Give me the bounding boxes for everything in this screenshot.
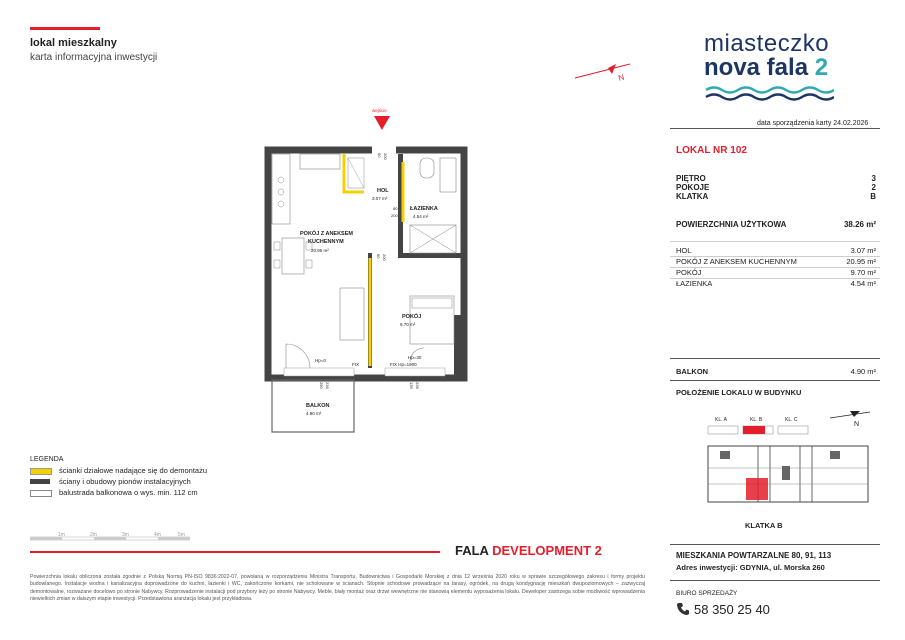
floor-plan bbox=[260, 100, 470, 440]
room-label-hol: HOL bbox=[377, 188, 389, 194]
legend-text: balustrada balkonowa o wys. min. 112 cm bbox=[59, 488, 198, 497]
room-row-pokoj-aneks bbox=[676, 257, 876, 266]
room-area-pokoj-aneks: 20.95 m² bbox=[311, 248, 329, 253]
document-subtitle: karta informacyjna inwestycji bbox=[30, 52, 158, 63]
developer-name-accent: DEVELOPMENT 2 bbox=[492, 543, 602, 558]
document-title: lokal mieszkalny bbox=[30, 37, 117, 49]
klatka-label: KLATKA B bbox=[745, 521, 783, 530]
dim-label: 200 bbox=[391, 213, 398, 218]
legend-swatch bbox=[30, 468, 52, 475]
room-value: 3.07 m² bbox=[850, 246, 876, 255]
balcony-value: 4.90 m² bbox=[850, 367, 876, 376]
dim-label: 80 bbox=[393, 206, 398, 211]
dim-label: 90 bbox=[377, 153, 382, 158]
legend-swatch bbox=[30, 479, 50, 484]
room-label-pokoj: POKÓJ bbox=[402, 314, 422, 320]
disclaimer-text: Powierzchnia lokalu obliczona została zgodnie z Polską Normą PN-ISO 9836:2022-07, powołaną w rozporządzeniu Ministra Transportu, Budownictwa i Gospodarki Morskiej z dnia 12 września 2020 roku w sprawie szczegółowego zakresu i formy projektu budowlanego. Instalacje wodna i kanalizacyjna doprowadzone do kuchni, łazienki i WC, zakończone korkami, nie scholowane w ścianach. Stopnie schodowe prowadzące na tarasy, ogródek, na drugą kondygnację mieszkań dwupoziomowych – zazwyczaj demontowalne, rozważane docelowo po stronie Nabywcy. Rozprowadzenie instalacji pod przybory leży po stronie Nabywcy. Meble, biały montaż oraz drzwi wewnętrzne nie stanowią elementu wyposażenia lokalu. Deweloper zastrzega sobie możliwość wprowadzenia niewielkich zmian w dalszym etapie inwestycji. Przedstawiona aranżacja lokalu jest przykładowa. bbox=[30, 574, 645, 602]
entrance-arrow-icon bbox=[374, 116, 390, 130]
scale-label: 2m bbox=[90, 532, 97, 538]
dim-label: Hp=0 bbox=[315, 358, 326, 363]
dim-label: 236 bbox=[415, 382, 420, 389]
room-label-pokoj-aneks-2: KUCHENNYM bbox=[308, 239, 344, 245]
logo-line2-text: nova fala bbox=[704, 54, 809, 81]
entrance-label: wejście bbox=[372, 108, 387, 113]
logo-waves-icon bbox=[704, 85, 834, 105]
phone-number[interactable]: 58 350 25 40 bbox=[694, 602, 770, 617]
info-row-area bbox=[676, 220, 876, 229]
legend-title: LEGENDA bbox=[30, 456, 64, 463]
room-value: 20.95 m² bbox=[846, 257, 876, 266]
info-row-pokoje bbox=[676, 183, 876, 192]
balcony-row bbox=[676, 367, 876, 376]
info-label: POKOJE bbox=[676, 183, 710, 192]
north-marker: N bbox=[854, 421, 860, 428]
room-label: HOL bbox=[676, 246, 692, 255]
logo-number: 2 bbox=[814, 54, 829, 81]
info-label: PIĘTRO bbox=[676, 174, 706, 183]
room-area-balkon: 4.90 m² bbox=[306, 411, 322, 416]
dim-label: 236 bbox=[325, 382, 330, 389]
building-location-diagram bbox=[700, 406, 878, 518]
date-line: data sporządzenia karty 24.02.2026 bbox=[757, 120, 869, 127]
room-label-lazienka: ŁAZIENKA bbox=[410, 206, 438, 212]
lokal-number: LOKAL NR 102 bbox=[676, 145, 747, 156]
building-label-c: KL. C bbox=[785, 417, 798, 423]
scale-label: 1m bbox=[58, 532, 65, 538]
divider bbox=[670, 544, 880, 545]
investment-address: Adres inwestycji: GDYNIA, ul. Morska 260 bbox=[676, 563, 825, 572]
developer-name: FALA bbox=[455, 543, 489, 558]
dim-label: 135 bbox=[409, 382, 414, 389]
north-arrow-icon bbox=[570, 58, 640, 88]
scale-label: 3m bbox=[122, 532, 129, 538]
info-label: KLATKA bbox=[676, 192, 709, 201]
scale-label: 4m bbox=[154, 532, 161, 538]
room-row-lazienka bbox=[676, 279, 876, 288]
scale-bar bbox=[30, 531, 190, 545]
header-red-bar bbox=[30, 27, 100, 30]
room-label: POKÓJ Z ANEKSEM KUCHENNYM bbox=[676, 257, 797, 266]
scale-label: 5m bbox=[178, 532, 185, 538]
info-value: 2 bbox=[871, 183, 876, 192]
legend-swatch bbox=[30, 490, 52, 497]
divider bbox=[670, 580, 880, 581]
info-row-pietro bbox=[676, 174, 876, 183]
dim-label: FIX Hp=1900 bbox=[390, 362, 417, 367]
svg-text:N: N bbox=[617, 72, 626, 83]
sales-office-label: BIURO SPRZEDAŻY bbox=[676, 590, 738, 597]
area-label: POWIERZCHNIA UŻYTKOWA bbox=[676, 220, 787, 229]
room-area-lazienka: 4.54 m² bbox=[413, 214, 429, 219]
room-row-hol bbox=[676, 246, 876, 255]
legend-text: ściany i obudowy pionów instalacyjnych bbox=[59, 477, 191, 486]
building-label-b: KL. B bbox=[750, 417, 763, 423]
info-value: B bbox=[870, 192, 876, 201]
divider bbox=[670, 358, 880, 359]
area-value: 38.26 m² bbox=[843, 220, 876, 229]
position-title: POŁOŻENIE LOKALU W BUDYNKU bbox=[676, 388, 802, 397]
divider bbox=[670, 241, 880, 242]
room-value: 4.54 m² bbox=[850, 279, 876, 288]
phone-icon bbox=[676, 602, 690, 616]
room-area-hol: 3.07 m² bbox=[372, 196, 388, 201]
divider bbox=[670, 128, 880, 129]
room-row-pokoj bbox=[676, 268, 876, 277]
room-label: POKÓJ bbox=[676, 268, 702, 277]
logo-text-line1: miasteczko bbox=[704, 30, 830, 57]
dim-label: 250 bbox=[319, 382, 324, 389]
footer-red-line bbox=[30, 551, 440, 553]
dim-label: 200 bbox=[382, 254, 387, 261]
logo-text-line2 bbox=[704, 54, 828, 82]
repeated-units: MIESZKANIA POWTARZALNE 80, 91, 113 bbox=[676, 551, 832, 560]
info-row-klatka bbox=[676, 192, 876, 201]
room-area-pokoj: 9.70 m² bbox=[400, 322, 416, 327]
dim-label: 200 bbox=[383, 153, 388, 160]
building-label-a: KL. A bbox=[715, 417, 727, 423]
dim-label: 90 bbox=[376, 254, 381, 259]
dim-label: Hp=30 bbox=[408, 355, 422, 360]
legend-text: ścianki działowe nadające się do demontażu bbox=[59, 466, 208, 475]
developer-logo bbox=[455, 543, 602, 558]
balcony-label: BALKON bbox=[676, 367, 709, 376]
room-label-pokoj-aneks-1: POKÓJ Z ANEKSEM bbox=[300, 231, 353, 237]
room-label-balkon: BALKON bbox=[306, 403, 330, 409]
room-label: ŁAZIENKA bbox=[676, 279, 713, 288]
divider bbox=[670, 380, 880, 381]
room-value: 9.70 m² bbox=[850, 268, 876, 277]
info-value: 3 bbox=[871, 174, 876, 183]
dim-label: FIX bbox=[352, 362, 360, 367]
